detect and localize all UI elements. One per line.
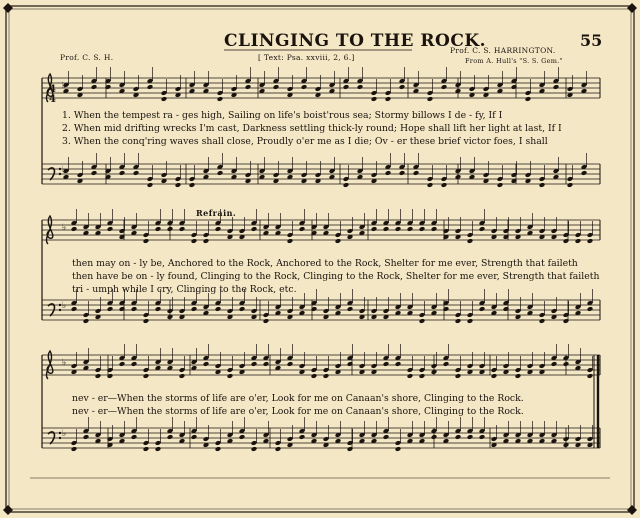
composer-credit: Prof. C. S. HARRINGTON. (450, 46, 556, 55)
bass-note (343, 182, 350, 188)
flat-sign: ♭ (62, 165, 67, 175)
treble-note (455, 373, 462, 379)
bass-note (427, 182, 434, 188)
bass-note (251, 446, 258, 452)
treble-note (343, 84, 350, 90)
treble-note (491, 373, 498, 379)
treble-note (563, 361, 570, 367)
treble-note (383, 361, 390, 367)
corner-ornament (627, 3, 637, 13)
treble-note (245, 84, 252, 90)
bass-note (441, 182, 448, 188)
bass-note (419, 318, 426, 324)
treble-note (371, 226, 378, 232)
treble-note (215, 226, 222, 232)
flat-sign: ♭ (62, 301, 67, 311)
bass-note (71, 446, 78, 452)
treble-note (443, 361, 450, 367)
bass-note (91, 170, 98, 176)
bass-note (587, 306, 594, 312)
system3-verse2: nev - er—When the storms of life are o'er, Look for me on Canaan's shore, Clinging to the Rock. (72, 406, 524, 417)
bass-note (131, 306, 138, 312)
bass-clef-dot (59, 168, 61, 170)
bass-note (133, 170, 140, 176)
treble-note (385, 96, 392, 102)
page-number: 55 (580, 31, 603, 50)
treble-note (479, 226, 486, 232)
treble-note (191, 238, 198, 244)
treble-note (441, 84, 448, 90)
bass-note (497, 182, 504, 188)
bass-note (131, 434, 138, 440)
treble-note (155, 226, 162, 232)
hymn-title: CLINGING TO THE ROCK. (224, 31, 487, 51)
bass-note (215, 306, 222, 312)
treble-note (71, 226, 78, 232)
bass-note (539, 182, 546, 188)
treble-note (119, 361, 126, 367)
system1-verse3: 3. When the conq'ring waves shall close, Proudly o'er me as I die; Ov - er these brief victor foes, I shall (62, 136, 548, 147)
flat-sign: ♭ (62, 429, 67, 439)
treble-note (143, 238, 150, 244)
treble-note (587, 238, 594, 244)
bass-note (467, 318, 474, 324)
bass-note (479, 434, 486, 440)
bass-note (567, 182, 574, 188)
treble-note (131, 361, 138, 367)
bass-note (143, 446, 150, 452)
treble-note (107, 226, 114, 232)
bass-note (217, 170, 224, 176)
bass-note (71, 306, 78, 312)
system2-verse2: then have be on - ly found, Clinging to the Rock, Clinging to the Rock, Shelter for me ever, Strength that faileth (72, 271, 600, 282)
treble-note (551, 361, 558, 367)
bass-note (143, 318, 150, 324)
treble-note (371, 96, 378, 102)
treble-note (431, 226, 438, 232)
bass-note (275, 446, 282, 452)
flat-sign: ♭ (62, 223, 67, 233)
bass-note (155, 306, 162, 312)
bass-note (383, 434, 390, 440)
treble-note (203, 238, 210, 244)
treble-note (301, 84, 308, 90)
system2-verse1: then may on - ly be, Anchored to the Rock, Anchored to the Rock, Shelter for me ever, Strength that faileth (72, 258, 578, 269)
scripture-reference: [ Text: Psa. xxviii, 2, 6.] (258, 53, 355, 62)
system2-verse3: tri - umph while I cry, Clinging to the Rock, etc. (72, 284, 297, 295)
treble-note (251, 226, 258, 232)
treble-note (407, 226, 414, 232)
system1-verse1: 1. When the tempest ra - ges high, Sailing on life's boist'rous sea; Stormy billows I de - fy, If I (62, 110, 503, 121)
bass-note (263, 318, 270, 324)
bass-note (119, 170, 126, 176)
bass-clef-dot (59, 432, 61, 434)
bass-clef-dot (59, 173, 61, 175)
system3-verse1: nev - er—When the storms of life are o'er, Look for me on Canaan's shore, Clinging to the Rock. (72, 393, 524, 404)
time-signature-top: 4 (49, 84, 57, 95)
flat-sign: ♭ (62, 358, 67, 368)
bass-note (191, 434, 198, 440)
treble-note (357, 84, 364, 90)
bass-note (539, 318, 546, 324)
treble-note (91, 84, 98, 90)
bass-note (239, 434, 246, 440)
bass-note (239, 306, 246, 312)
bass-note (479, 306, 486, 312)
treble-note (95, 373, 102, 379)
bass-note (431, 434, 438, 440)
treble-note (335, 238, 342, 244)
bass-note (215, 446, 222, 452)
treble-note (287, 361, 294, 367)
bass-note (347, 306, 354, 312)
treble-note (217, 96, 224, 102)
bass-note (83, 318, 90, 324)
treble-note (179, 226, 186, 232)
bass-note (175, 182, 182, 188)
bass-note (191, 306, 198, 312)
treble-note (227, 373, 234, 379)
treble-note (419, 373, 426, 379)
bass-note (455, 434, 462, 440)
bass-note (189, 182, 196, 188)
bass-note (581, 170, 588, 176)
treble-note (147, 84, 154, 90)
treble-note (575, 238, 582, 244)
treble-note (273, 84, 280, 90)
bass-note (467, 434, 474, 440)
bass-clef-dot (59, 304, 61, 306)
treble-note (143, 373, 150, 379)
treble-note (587, 373, 594, 379)
treble-note (251, 361, 258, 367)
corner-ornament (627, 505, 637, 515)
treble-note (167, 226, 174, 232)
lyricist-credit: Prof. C. S. H. (60, 53, 114, 62)
bass-note (155, 446, 162, 452)
treble-note (383, 226, 390, 232)
bass-note (83, 434, 90, 440)
corner-ornament (3, 3, 13, 13)
bass-note (399, 170, 406, 176)
treble-note (407, 373, 414, 379)
flat-sign: ♭ (62, 81, 67, 91)
bass-note (299, 434, 306, 440)
treble-note (467, 238, 474, 244)
treble-note (427, 96, 434, 102)
source-credit: From A. Hull's "S. S. Gem." (465, 57, 563, 65)
treble-note (323, 373, 330, 379)
bass-clef-dot (59, 437, 61, 439)
treble-note (395, 361, 402, 367)
system1-verse2: 2. When mid drifting wrecks I'm cast, Darkness settling thick-ly round; Hope shall lift her light at last, If I (62, 123, 562, 134)
treble-note (395, 226, 402, 232)
bass-note (455, 318, 462, 324)
time-signature-bottom: 4 (49, 94, 57, 105)
treble-note (299, 226, 306, 232)
corner-ornament (3, 505, 13, 515)
treble-note (311, 373, 318, 379)
bass-clef-dot (59, 309, 61, 311)
treble-note (287, 238, 294, 244)
bass-note (413, 170, 420, 176)
treble-note (263, 361, 270, 367)
treble-note (203, 361, 210, 367)
treble-note (399, 84, 406, 90)
treble-note (525, 96, 532, 102)
refrain-label: Refrain. (196, 208, 237, 218)
bass-note (385, 170, 392, 176)
treble-note (161, 96, 168, 102)
bass-note (147, 182, 154, 188)
bass-note (395, 446, 402, 452)
treble-note (515, 373, 522, 379)
treble-note (553, 84, 560, 90)
bass-note (107, 306, 114, 312)
bass-note (167, 434, 174, 440)
treble-note (419, 226, 426, 232)
treble-note (179, 373, 186, 379)
